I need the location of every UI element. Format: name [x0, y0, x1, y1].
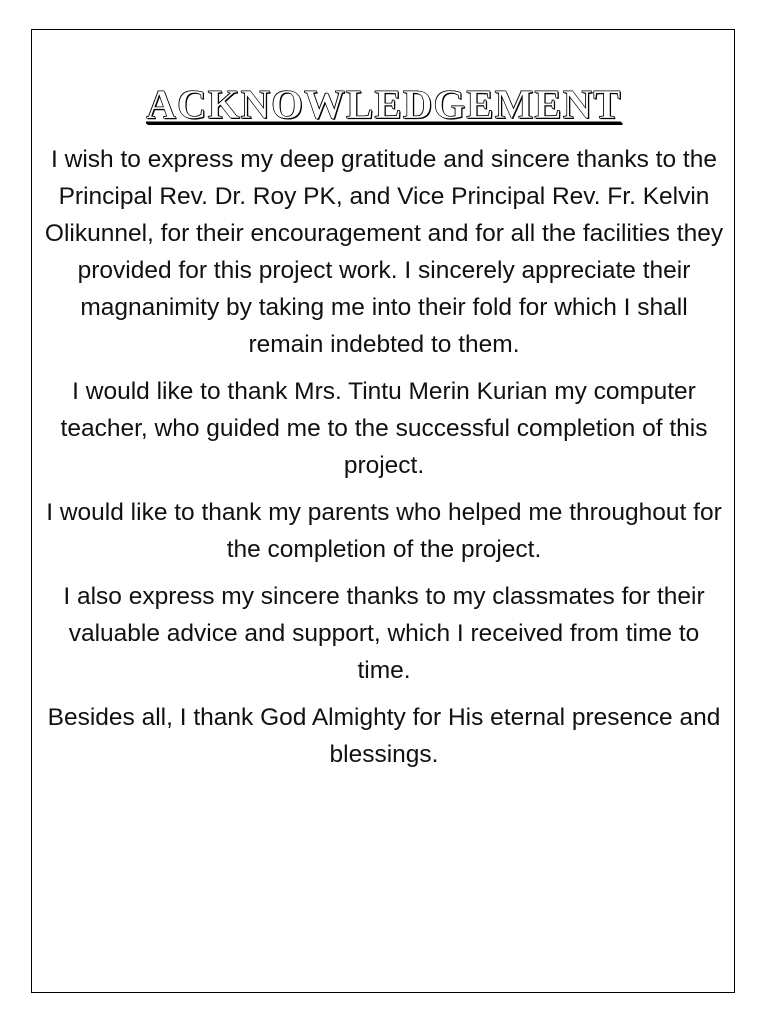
acknowledgement-body — [44, 141, 724, 783]
page-title — [0, 78, 768, 130]
paragraph-classmates: I also express my sincere thanks to my classmates for their valuable advice and support, which I received from time to time. — [63, 583, 705, 684]
paragraph-parents: I would like to thank my parents who helped me throughout for the completion of the project. — [46, 499, 722, 563]
paragraph-computer-teacher: I would like to thank Mrs. Tintu Merin Kurian my computer teacher, who guided me to the successful completion of this project. — [60, 378, 708, 479]
paragraph-god-almighty: Besides all, I thank God Almighty for His eternal presence and blessings. — [47, 704, 721, 768]
paragraph-gratitude-principal: I wish to express my deep gratitude and sincere thanks to the Principal Rev. Dr. Roy PK, and Vice Principal Rev. Fr. Kelvin Olikunnel, for their encouragement and for all the facilities they provided for this project work. I sincerely appreciate their magnanimity by taking me into their fold for which I shall remain indebted to them. — [44, 146, 724, 358]
title-text: ACKNOWLEDGEMENT — [146, 81, 622, 127]
